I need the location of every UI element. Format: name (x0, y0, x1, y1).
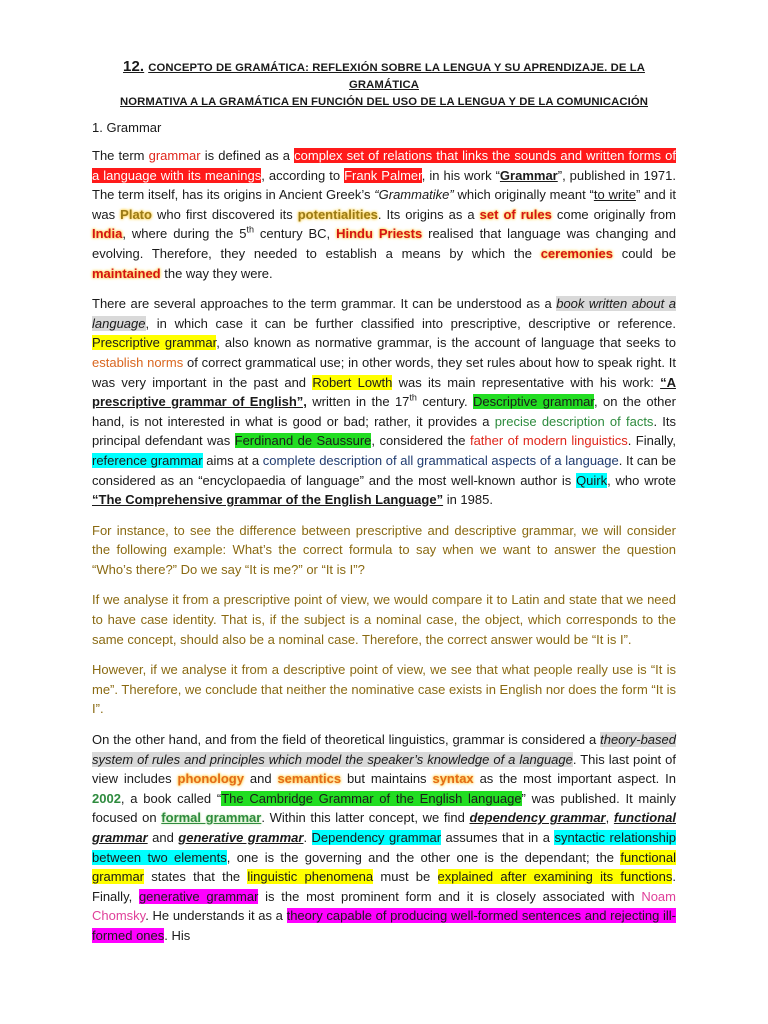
formal-grammar: formal grammar (161, 810, 262, 826)
word-phonology: phonology (177, 771, 244, 787)
cambridge-grammar: The Cambridge Grammar of the English language (221, 790, 522, 806)
phrase-set-of-rules: set of rules (479, 206, 552, 222)
explained-after-functions: explained after examining its functions (437, 869, 673, 885)
document-title (92, 58, 676, 111)
dependency-grammar-highlight: Dependency grammar (311, 830, 442, 845)
year-2002: 2002 (92, 790, 121, 806)
title-number: 12. (123, 58, 145, 75)
robert-lowth: Robert Lowth (312, 374, 393, 390)
term-grammar: grammar (148, 148, 201, 163)
section-heading: 1. Grammar (92, 120, 162, 135)
author-quirk: Quirk (576, 472, 608, 488)
complete-description: complete description of all grammatical aspects of a language (262, 452, 619, 468)
linguistic-phenomena: linguistic phenomena (247, 869, 374, 885)
paragraph-prescriptive-view: If we analyse it from a prescriptive point of view, we would compare it to Latin and state that we need to have case identity. That is, if the subject is a nominal case, the object, which corresponds to the same concept, should also be a nominal case. Therefore, the correct answer would be “It is I”. (92, 592, 676, 647)
paragraph-approaches: There are several approaches to the term grammar. It can be understood as a book written about a language, in which case it can be further classified into prescriptive, descriptive or reference. Prescriptive grammar, also known as normative grammar, is the account of language that seeks to establish norms of correct grammatical use; in other words, they set rules about how to speak right. It was very important in the past and Robert Lowth was its main representative with his work: “A prescriptive grammar of English”, written in the 17th century. Descriptive grammar, on the other hand, is not interested in what is good or bad; rather, it provides a precise description of facts. Its principal defendant was Ferdinand de Saussure, considered the father of modern linguistics. Finally, reference grammar aims at a complete description of all grammatical aspects of a language. It can be considered as an “encyclopaedia of language” and the most well-known author is Quirk, who wrote “The Comprehensive grammar of the English Language” in 1985. (92, 296, 677, 508)
meaning-to-write: to write (593, 187, 636, 203)
precise-description: precise description of facts (494, 413, 654, 429)
theory-based-system: theory-based system of rules and principles which model the speaker’s knowledge of a language (92, 732, 676, 767)
father-of-linguistics: father of modern linguistics (469, 433, 628, 449)
lowth-work: “A prescriptive grammar of English”, (92, 374, 676, 410)
place-india: India (92, 226, 123, 242)
generative-grammar-highlight: generative grammar (138, 888, 259, 904)
quirk-work: “The Comprehensive grammar of the English Language” (92, 492, 444, 508)
syntactic-relationship: syntactic relationship between two elements (92, 830, 677, 865)
name-plato: Plato (120, 206, 152, 222)
hindu-priests: Hindu Priests (336, 226, 423, 242)
book-about-language: book written about a language (92, 296, 676, 331)
noam-chomsky: Noam Chomsky (92, 888, 676, 924)
title-line-1: CONCEPTO DE GRAMÁTICA: REFLEXIÓN SOBRE LA LENGUA Y SU APRENDIZAJE. DE LA GRAMÁTICA (148, 62, 645, 91)
word-potentialities: potentialities (297, 206, 378, 222)
prescriptive-grammar-highlight: Prescriptive grammar (92, 335, 217, 351)
functional-grammar-highlight: functional grammar (92, 849, 676, 885)
generative-grammar-italic: generative grammar (178, 830, 304, 845)
definition-highlight: complex set of relations that links the sounds and written forms of a language with its meanings (92, 148, 676, 183)
ferdinand-de-saussure: Ferdinand de Saussure (234, 433, 372, 449)
word-semantics: semantics (277, 771, 342, 787)
theory-capable: theory capable of producing well-formed sentences and rejecting ill-formed ones (92, 908, 676, 943)
reference-grammar-highlight: reference grammar (92, 452, 203, 468)
dependency-grammar-italic: dependency grammar (469, 810, 606, 826)
word-syntax: syntax (432, 771, 474, 787)
descriptive-grammar-highlight: Descriptive grammar (473, 394, 594, 410)
paragraph-theoretical: On the other hand, and from the field of theoretical linguistics, grammar is considered a theory-based system of rules and principles which model the speaker’s knowledge of a language. This last point of view includes phonology and semantics but maintains syntax as the most important aspect. In 2002, a book called “The Cambridge Grammar of the English language” was published. It mainly focused on formal grammar. Within this latter concept, we find dependency grammar, functional grammar and generative grammar. Dependency grammar assumes that in a syntactic relationship between two elements, one is the governing and the other one is the dependant; the functional grammar states that the linguistic phenomena must be explained after examining its functions. Finally, generative grammar is the most prominent form and it is closely associated with Noam Chomsky. He understands it as a theory capable of producing well-formed sentences and rejecting ill-formed ones. His (92, 732, 677, 943)
word-maintained: maintained (92, 265, 161, 281)
title-line-2: NORMATIVA A LA GRAMÁTICA EN FUNCIÓN DEL USO DE LA LENGUA Y DE LA COMUNICACIÓN (120, 96, 648, 108)
establish-norms: establish norms (92, 354, 184, 370)
paragraph-descriptive-view: However, if we analyse it from a descriptive point of view, we see that what people really use is “It is me”. Therefore, we conclude that neither the nominative case exists in English nor does the form “It is I”. (92, 662, 676, 717)
word-ceremonies: ceremonies (540, 245, 613, 261)
paragraph-definition: The term grammar is defined as a complex set of relations that links the sounds and written forms of a language with its meanings, according to Frank Palmer, in his work “Grammar”, published in 1971. The term itself, has its origins in Ancient Greek’s “Grammatike” which originally meant “to write” and it was Plato who first discovered its potentialities. Its origins as a set of rules come originally from India, where during the 5th century BC, Hindu Priests realised that language was changing and evolving. Therefore, they needed to establish a means by which the ceremonies could be maintained the way they were. (92, 148, 677, 281)
work-grammar: Grammar (499, 167, 558, 183)
functional-grammar-italic: functional grammar (92, 810, 676, 845)
paragraph-example: For instance, to see the difference between prescriptive and descriptive grammar, we will consider the following example: What’s the correct formula to say when we want to answer the question “Who’s there?” Do we say “It is me?” or “It is I”? (92, 522, 676, 577)
author-palmer: Frank Palmer (344, 167, 422, 183)
greek-term: “Grammatike” (374, 187, 454, 203)
